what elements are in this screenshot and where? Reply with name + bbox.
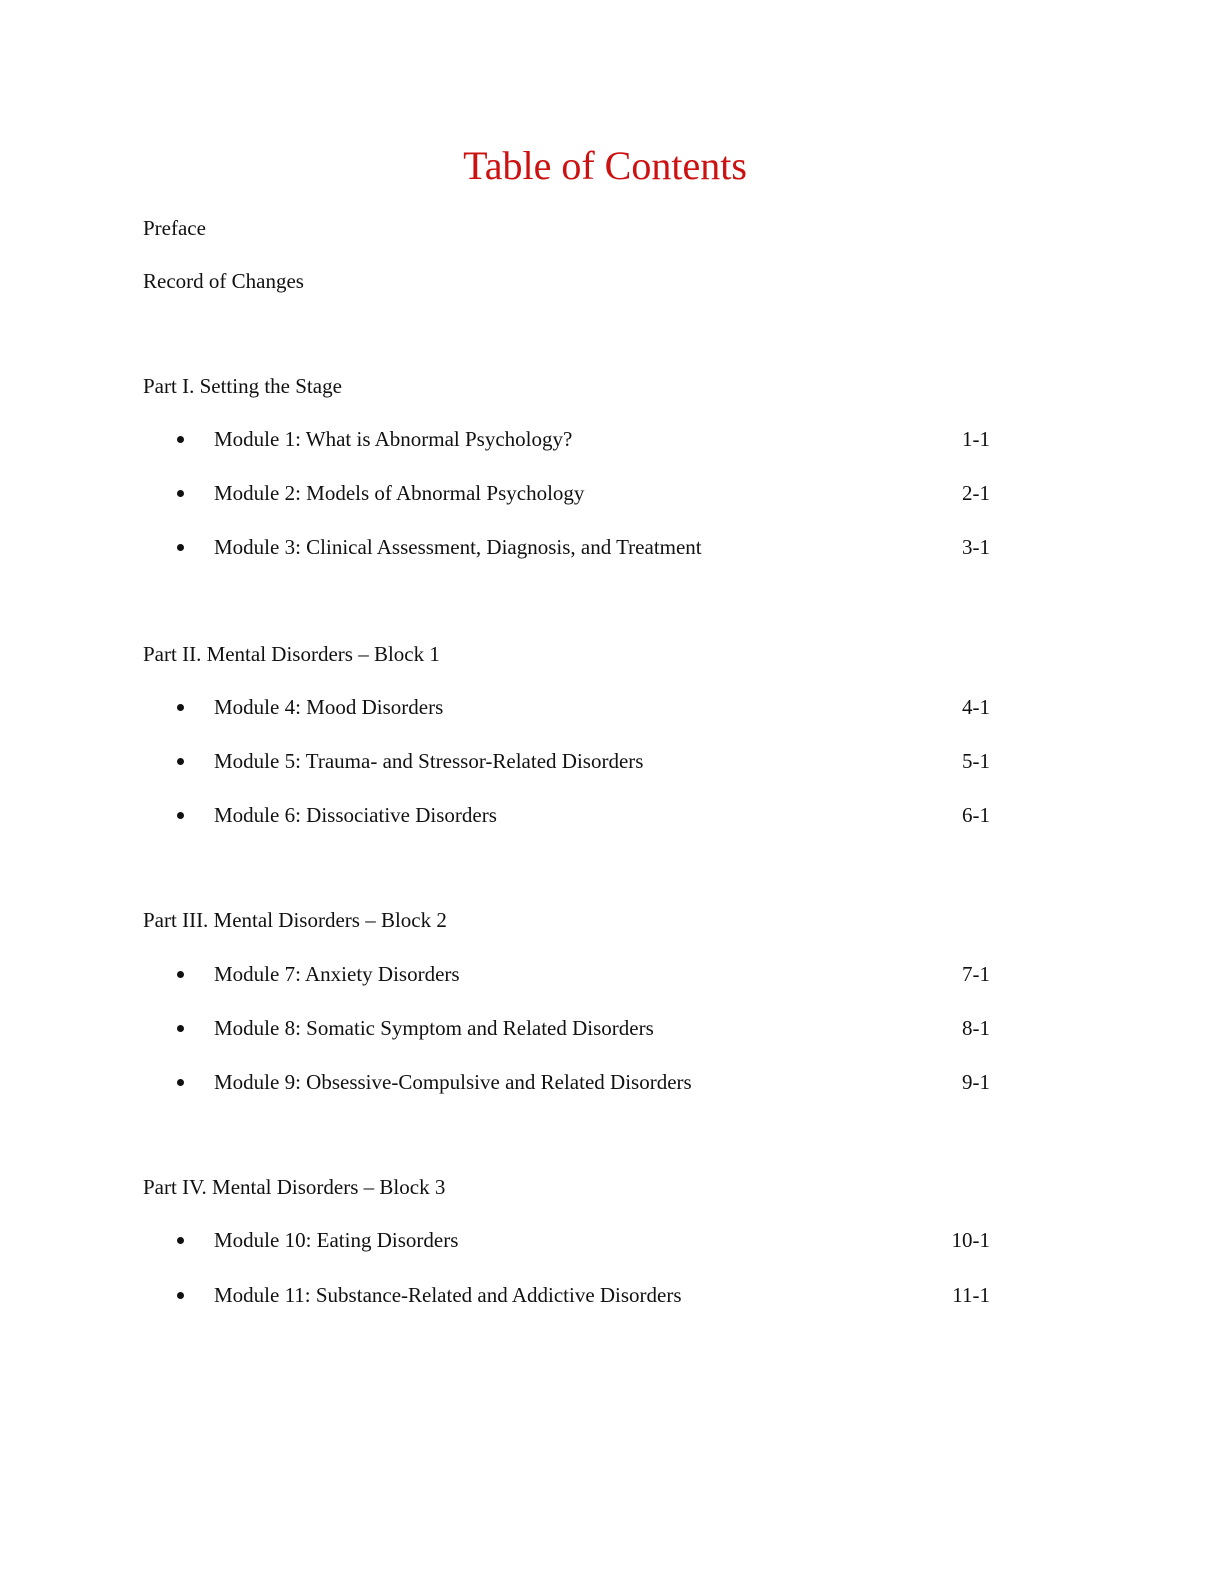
- toc-item-label: Module 6: Dissociative Disorders: [214, 803, 497, 827]
- toc-item-page: 3-1: [962, 535, 990, 559]
- bullet-icon: [177, 1079, 184, 1086]
- toc-item-label: Module 8: Somatic Symptom and Related Disorders: [214, 1016, 654, 1040]
- toc-item: [0, 425, 1224, 453]
- toc-item: [0, 533, 1224, 561]
- toc-entry-preface: Preface: [143, 216, 206, 240]
- part-heading: Part II. Mental Disorders – Block 1: [143, 642, 440, 666]
- toc-entry-record-of-changes: Record of Changes: [143, 269, 304, 293]
- toc-item-page: 2-1: [962, 481, 990, 505]
- toc-item-page: 1-1: [962, 427, 990, 451]
- bullet-icon: [177, 758, 184, 765]
- bullet-icon: [177, 436, 184, 443]
- bullet-icon: [177, 544, 184, 551]
- toc-item-label: Module 9: Obsessive-Compulsive and Related Disorders: [214, 1070, 692, 1094]
- toc-item-label: Module 3: Clinical Assessment, Diagnosis, and Treatment: [214, 535, 702, 559]
- toc-item-page: 5-1: [962, 749, 990, 773]
- toc-item: [0, 479, 1224, 507]
- toc-item-label: Module 1: What is Abnormal Psychology?: [214, 427, 573, 451]
- toc-item: [0, 747, 1224, 775]
- toc-item: [0, 960, 1224, 988]
- bullet-icon: [177, 812, 184, 819]
- toc-item-page: 7-1: [962, 962, 990, 986]
- toc-item-page: 6-1: [962, 803, 990, 827]
- toc-item: [0, 1226, 1224, 1254]
- bullet-icon: [177, 1025, 184, 1032]
- toc-item-page: 8-1: [962, 1016, 990, 1040]
- toc-item-page: 9-1: [962, 1070, 990, 1094]
- part-heading: Part I. Setting the Stage: [143, 374, 342, 398]
- toc-item: [0, 1281, 1224, 1309]
- toc-item-label: Module 10: Eating Disorders: [214, 1228, 459, 1252]
- bullet-icon: [177, 704, 184, 711]
- bullet-icon: [177, 971, 184, 978]
- bullet-icon: [177, 1237, 184, 1244]
- toc-item-page: 11-1: [952, 1283, 990, 1307]
- toc-item: [0, 1068, 1224, 1096]
- toc-item-label: Module 2: Models of Abnormal Psychology: [214, 481, 585, 505]
- part-heading: Part III. Mental Disorders – Block 2: [143, 908, 447, 932]
- toc-item-page: 4-1: [962, 695, 990, 719]
- bullet-icon: [177, 1292, 184, 1299]
- part-heading: Part IV. Mental Disorders – Block 3: [143, 1175, 446, 1199]
- toc-item: [0, 1014, 1224, 1042]
- toc-item-page: 10-1: [951, 1228, 990, 1252]
- toc-item-label: Module 11: Substance-Related and Addictive Disorders: [214, 1283, 682, 1307]
- toc-item-label: Module 4: Mood Disorders: [214, 695, 444, 719]
- page-title: Table of Contents: [463, 143, 747, 188]
- bullet-icon: [177, 490, 184, 497]
- toc-item-label: Module 7: Anxiety Disorders: [214, 962, 460, 986]
- toc-item: [0, 801, 1224, 829]
- toc-item-label: Module 5: Trauma- and Stressor-Related Disorders: [214, 749, 644, 773]
- toc-item: [0, 693, 1224, 721]
